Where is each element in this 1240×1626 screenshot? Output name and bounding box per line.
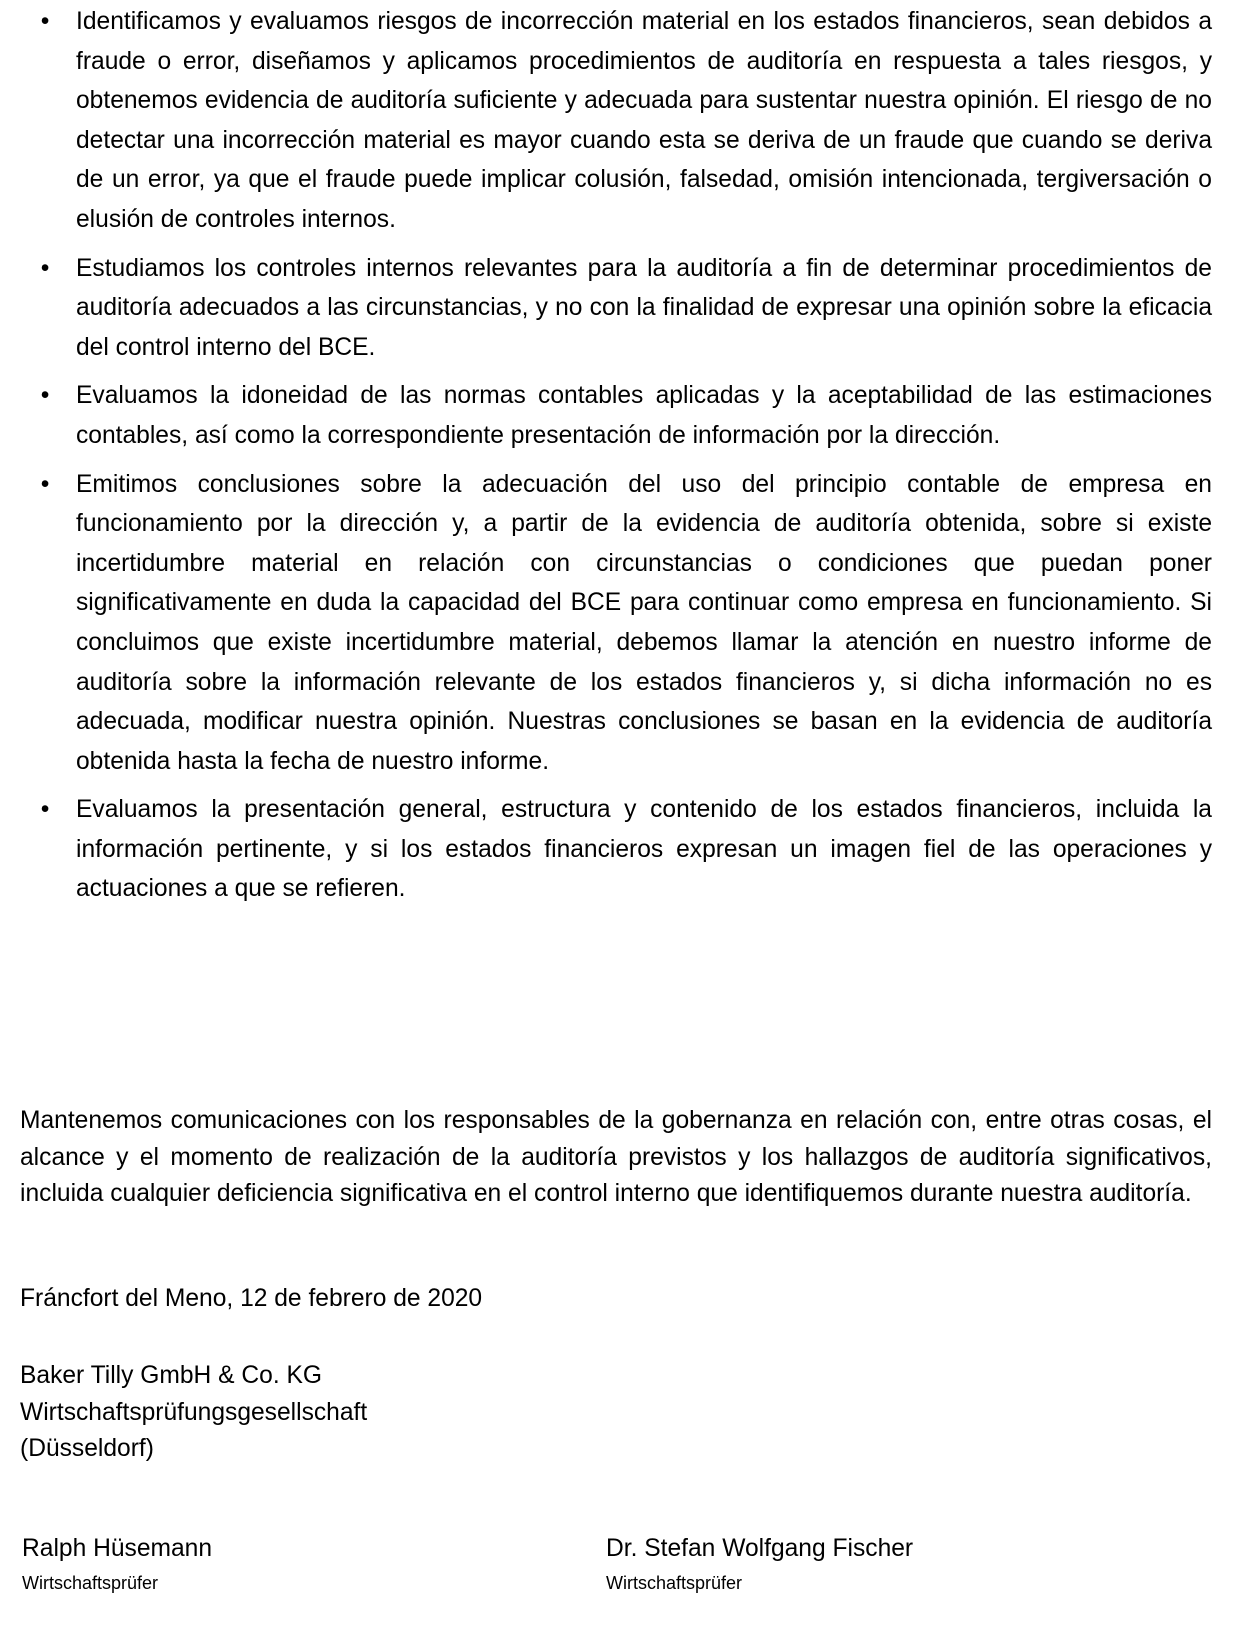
bullet-dot: • (40, 796, 50, 824)
signer-title: Wirtschaftsprüfer (606, 1573, 743, 1593)
firm-city: (Düsseldorf) (20, 1435, 154, 1462)
bullet-item (20, 376, 1212, 455)
signer-name: Ralph Hüsemann (22, 1535, 213, 1562)
signer-title: Wirtschaftsprüfer (22, 1573, 159, 1593)
signer-right (606, 1532, 913, 1596)
bullet-text: Identificamos y evaluamos riesgos de incorrección material en los estados financieros, sean debidos a fraude o error, diseñamos y aplicamos procedimientos de auditoría en respuesta a tales riesgos, y obtenemos evidencia de auditoría suficiente y adecuada para sustentar nuestra opinión. El riesgo de no detectar una incorrección material es mayor cuando esta se deriva de un fraude que cuando se deriva de un error, ya que el fraude puede implicar colusión, falsedad, omisión intencionada, tergiversación o elusión de controles internos. (76, 8, 1212, 233)
bullet-text: Evaluamos la presentación general, estructura y contenido de los estados financieros, incluida la información pertinente, y si los estados financieros expresan un imagen fiel de las operaciones y actuaciones a que se refieren. (76, 796, 1212, 903)
signer-left (22, 1532, 212, 1596)
bullet-text: Emitimos conclusiones sobre la adecuación del uso del principio contable de empresa en funcionamiento por la dirección y, a partir de la evidencia de auditoría obtenida, sobre si existe incertidumbre material en relación con circunstancias o condiciones que puedan poner significativamente en duda la capacidad del BCE para continuar como empresa en funcionamiento. Si concluimos que existe incertidumbre material, debemos llamar la atención en nuestro informe de auditoría sobre la información relevante de los estados financieros y, si dicha información no es adecuada, modificar nuestra opinión. Nuestras conclusiones se basan en la evidencia de auditoría obtenida hasta la fecha de nuestro informe. (76, 470, 1212, 775)
bullet-dot: • (40, 382, 50, 410)
bullet-dot: • (40, 8, 50, 35)
bullet-list (20, 2, 1212, 918)
place-date: Fráncfort del Meno, 12 de febrero de 2020 (20, 1285, 483, 1312)
bullet-item (20, 249, 1212, 368)
bullet-item (20, 790, 1212, 909)
bullet-text: Estudiamos los controles internos relevantes para la auditoría a fin de determinar procedimientos de auditoría adecuados a las circunstancias, y no con la finalidad de expresar una opinión sobre la eficacia del control interno del BCE. (76, 254, 1212, 361)
firm-block (20, 1358, 367, 1468)
firm-name: Baker Tilly GmbH & Co. KG (20, 1362, 323, 1389)
bullet-text: Evaluamos la idoneidad de las normas contables aplicadas y la aceptabilidad de las estimaciones contables, así como la correspondiente presentación de información por la dirección. (76, 382, 1212, 449)
bullet-dot: • (40, 470, 50, 498)
signer-name: Dr. Stefan Wolfgang Fischer (606, 1535, 914, 1562)
bullet-item (20, 2, 1212, 240)
bullet-dot: • (40, 254, 50, 282)
governance-paragraph: Mantenemos comunicaciones con los responsables de la gobernanza en relación con, entre otras cosas, el alcance y el momento de realización de la auditoría previstos y los hallazgos de auditoría significativos, incluida cualquier deficiencia significativa en el control interno que identifiquemos durante nuestra auditoría. (20, 1107, 1212, 1207)
firm-type: Wirtschaftsprüfungsgesellschaft (20, 1398, 368, 1426)
bullet-item (20, 465, 1212, 782)
